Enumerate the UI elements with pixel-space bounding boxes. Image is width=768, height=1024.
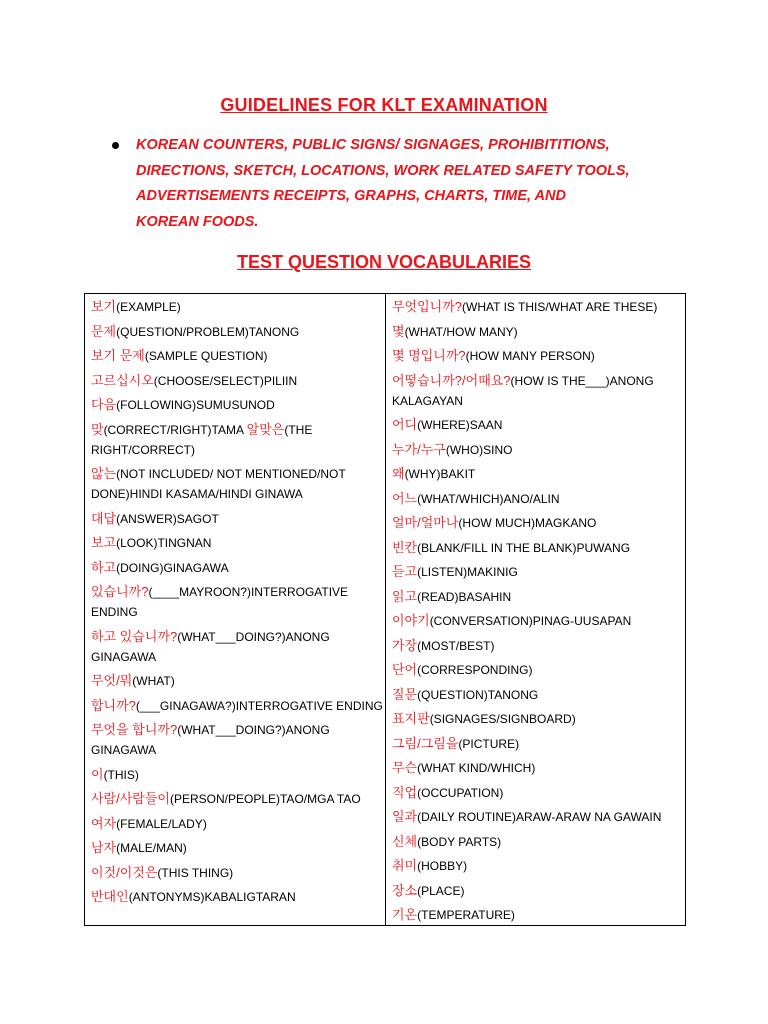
term-meaning: (READ)BASAHIN (417, 589, 512, 604)
vocab-entry (91, 533, 385, 553)
vocab-entry (392, 783, 685, 803)
term-meaning: (CORRECT/RIGHT)TAMA (103, 422, 247, 437)
vocab-entry (91, 696, 385, 716)
korean-term: 남자 (91, 840, 117, 855)
term-meaning: (BODY PARTS) (417, 834, 502, 849)
term-meaning: (HOW MUCH)MAGKANO (458, 516, 597, 530)
vocab-entry (392, 513, 685, 533)
term-meaning: (LISTEN)MAKINIG (417, 565, 518, 579)
korean-term: 맞 (91, 421, 104, 437)
term-meaning: (TEMPERATURE) (417, 908, 515, 922)
vocab-entry (392, 464, 685, 484)
bullet-dot-icon (112, 142, 119, 149)
vocab-entry (392, 611, 685, 631)
term-meaning: (HOBBY) (417, 859, 468, 873)
term-meaning: (LOOK)TINGNAN (116, 536, 212, 550)
term-meaning: (WHAT) (132, 674, 175, 688)
term-meaning: (FOLLOWING)SUMUSUNOD (116, 398, 275, 412)
korean-term: 표지판 (392, 711, 430, 726)
vocab-entry (91, 671, 385, 691)
korean-term: 기온 (392, 907, 418, 922)
vocab-entry (91, 464, 385, 504)
korean-term: 무슨 (392, 760, 418, 775)
term-meaning: (CONVERSATION)PINAG-UUSAPAN (429, 614, 632, 628)
term-meaning: (WHAT___DOING?)ANONG GINAGAWA (91, 629, 330, 664)
vocab-entry (392, 881, 685, 901)
korean-term: 얼마/얼마나 (392, 515, 459, 530)
vocab-entry (392, 685, 685, 705)
vocab-entry (91, 863, 385, 883)
vocab-entry (91, 627, 385, 667)
vocab-entry (392, 538, 685, 558)
vocab-entry (91, 582, 385, 622)
page-title: GUIDELINES FOR KLT EXAMINATION (220, 95, 548, 115)
korean-term: 어떻습니까?/어때요? (392, 372, 511, 388)
term-meaning: (SAMPLE QUESTION) (144, 349, 268, 363)
korean-term: 반대인 (91, 889, 129, 904)
korean-term: 취미 (392, 858, 418, 873)
vocabulary-column-left (85, 294, 386, 925)
korean-term: 몇 명입니까? (392, 348, 466, 363)
vocab-entry (91, 509, 385, 529)
korean-term: 신체 (392, 833, 418, 849)
korean-term: 왜 (392, 466, 405, 481)
korean-term: 누가/누구 (392, 441, 446, 457)
term-meaning: (WHAT/HOW MANY) (404, 324, 518, 339)
vocab-entry (392, 807, 685, 827)
term-meaning: (SIGNAGES/SIGNBOARD) (429, 712, 576, 726)
term-meaning: (CORRESPONDING) (417, 663, 533, 677)
vocab-entry (91, 297, 385, 317)
vocab-entry (392, 489, 685, 509)
korean-term: 어느 (392, 490, 418, 506)
vocab-entry (91, 765, 385, 785)
vocab-entry (392, 371, 685, 411)
term-meaning: (THIS THING) (157, 865, 234, 880)
term-meaning: (PLACE) (417, 883, 465, 898)
term-meaning: (THE RIGHT/CORRECT) (91, 422, 313, 457)
term-meaning: (BLANK/FILL IN THE BLANK)PUWANG (417, 540, 631, 555)
korean-term: 그림/그림을 (392, 735, 459, 751)
korean-term: 다음 (91, 397, 117, 412)
topics-bullet (112, 133, 632, 235)
korean-term: 직업 (392, 784, 418, 800)
vocab-entry (91, 395, 385, 415)
term-meaning: (PICTURE) (458, 736, 520, 751)
vocab-entry (91, 720, 385, 760)
vocab-entry (392, 734, 685, 754)
term-meaning: (DOING)GINAGAWA (116, 560, 229, 575)
korean-term: 이 (91, 766, 104, 782)
korean-term: 여자 (91, 815, 117, 831)
term-meaning: (EXAMPLE) (116, 300, 181, 314)
korean-term: 않는 (91, 466, 117, 481)
korean-term: 일과 (392, 809, 418, 824)
vocab-entry (91, 887, 385, 907)
korean-term: 이것/이것은 (91, 864, 158, 880)
term-meaning: (FEMALE/LADY) (116, 816, 207, 831)
korean-term: 듣고 (392, 564, 418, 579)
term-meaning: (QUESTION)TANONG (417, 687, 539, 702)
term-meaning: (MALE/MAN) (116, 841, 187, 855)
term-meaning: (WHAT___DOING?)ANONG GINAGAWA (91, 723, 330, 757)
term-meaning: (NOT INCLUDED/ NOT MENTIONED/NOT DONE)HINDI KASAMA/HINDI GINAWA (91, 467, 346, 501)
term-meaning: (PERSON/PEOPLE)TAO/MGA TAO (169, 792, 361, 806)
vocab-entry (392, 346, 685, 366)
term-meaning: (____MAYROON?)INTERROGATIVE ENDING (91, 585, 349, 619)
korean-term: 어디 (392, 417, 418, 432)
korean-term: 이야기 (392, 613, 430, 628)
term-meaning: (WHERE)SAAN (417, 418, 503, 432)
korean-term: 장소 (392, 882, 418, 898)
korean-term: 몇 (392, 323, 405, 339)
term-meaning: (___GINAGAWA?)INTERROGATIVE ENDING (135, 698, 383, 713)
korean-term: 무엇/뭐 (91, 673, 133, 688)
vocab-entry (392, 415, 685, 435)
term-meaning: (QUESTION/PROBLEM)TANONG (116, 324, 300, 339)
vocab-entry (392, 562, 685, 582)
term-meaning: (WHAT KIND/WHICH) (417, 761, 536, 775)
vocab-entry (392, 297, 685, 317)
vocab-entry (392, 440, 685, 460)
vocab-entry (91, 420, 385, 460)
korean-term: 무엇입니까? (392, 299, 463, 314)
term-meaning: (WHAT IS THIS/WHAT ARE THESE) (462, 300, 658, 314)
vocab-entry (91, 371, 385, 391)
korean-term: 보기 (91, 299, 117, 314)
vocab-entry (392, 322, 685, 342)
vocab-entry (91, 814, 385, 834)
korean-term: 무엇을 합니까? (91, 722, 178, 737)
korean-term: 하고 (91, 559, 117, 575)
term-meaning: (WHAT/WHICH)ANO/ALIN (417, 491, 560, 506)
korean-term: 대답 (91, 510, 117, 526)
term-meaning: (DAILY ROUTINE)ARAW-ARAW NA GAWAIN (417, 810, 662, 824)
korean-term: 있습니까? (91, 584, 149, 599)
vocab-entry (91, 789, 385, 809)
vocab-entry (91, 558, 385, 578)
vocabulary-table (84, 293, 686, 926)
term-meaning: (MOST/BEST) (417, 638, 495, 653)
korean-term: 보고 (91, 535, 117, 550)
vocab-entry (392, 905, 685, 925)
term-meaning: (HOW MANY PERSON) (465, 349, 595, 363)
term-meaning: (OCCUPATION) (417, 785, 504, 800)
korean-term: 읽고 (392, 588, 418, 604)
vocab-entry (392, 832, 685, 852)
term-meaning: (WHY)BAKIT (404, 467, 476, 481)
vocab-entry (392, 636, 685, 656)
vocab-entry (392, 758, 685, 778)
term-meaning: (CHOOSE/SELECT)PILIIN (153, 373, 298, 388)
korean-term: 질문 (392, 686, 418, 702)
korean-term: 사람/사람들이 (91, 791, 170, 806)
vocabulary-column-right (386, 294, 685, 925)
korean-term: 문제 (91, 323, 117, 339)
topics-text: KOREAN COUNTERS, PUBLIC SIGNS/ SIGNAGES, PROHIBITITIONS, DIRECTIONS, SKETCH, LOCATIONS, WORK RELATED SAFETY TOOLS, ADVERTISEMENTS RECEIPTS, GRAPHS, CHARTS, TIME, AND KOREAN FOODS. (136, 137, 630, 230)
vocab-entry (392, 856, 685, 876)
vocab-entry (392, 587, 685, 607)
term-meaning: (HOW IS THE___)ANONG KALAGAYAN (392, 373, 654, 408)
korean-term: 하고 있습니까? (91, 628, 178, 644)
vocab-entry (91, 838, 385, 858)
vocab-entry (91, 346, 385, 366)
vocab-entry (91, 322, 385, 342)
section-title: TEST QUESTION VOCABULARIES (236, 252, 532, 272)
term-meaning: (ANSWER)SAGOT (116, 511, 219, 526)
korean-term: 고르십시오 (91, 372, 154, 388)
vocab-entry (392, 660, 685, 680)
term-meaning: (THIS) (103, 767, 139, 782)
korean-term: 보기 문제 (91, 348, 145, 363)
term-meaning: (ANTONYMS)KABALIGTARAN (128, 890, 296, 904)
korean-term: 합니까? (91, 697, 136, 713)
vocab-entry (392, 709, 685, 729)
korean-term: 가장 (392, 637, 418, 653)
korean-term: 단어 (392, 662, 418, 677)
term-meaning: (WHO)SINO (445, 442, 513, 457)
korean-term: 알맞은 (246, 421, 285, 437)
korean-term: 빈칸 (392, 539, 418, 555)
